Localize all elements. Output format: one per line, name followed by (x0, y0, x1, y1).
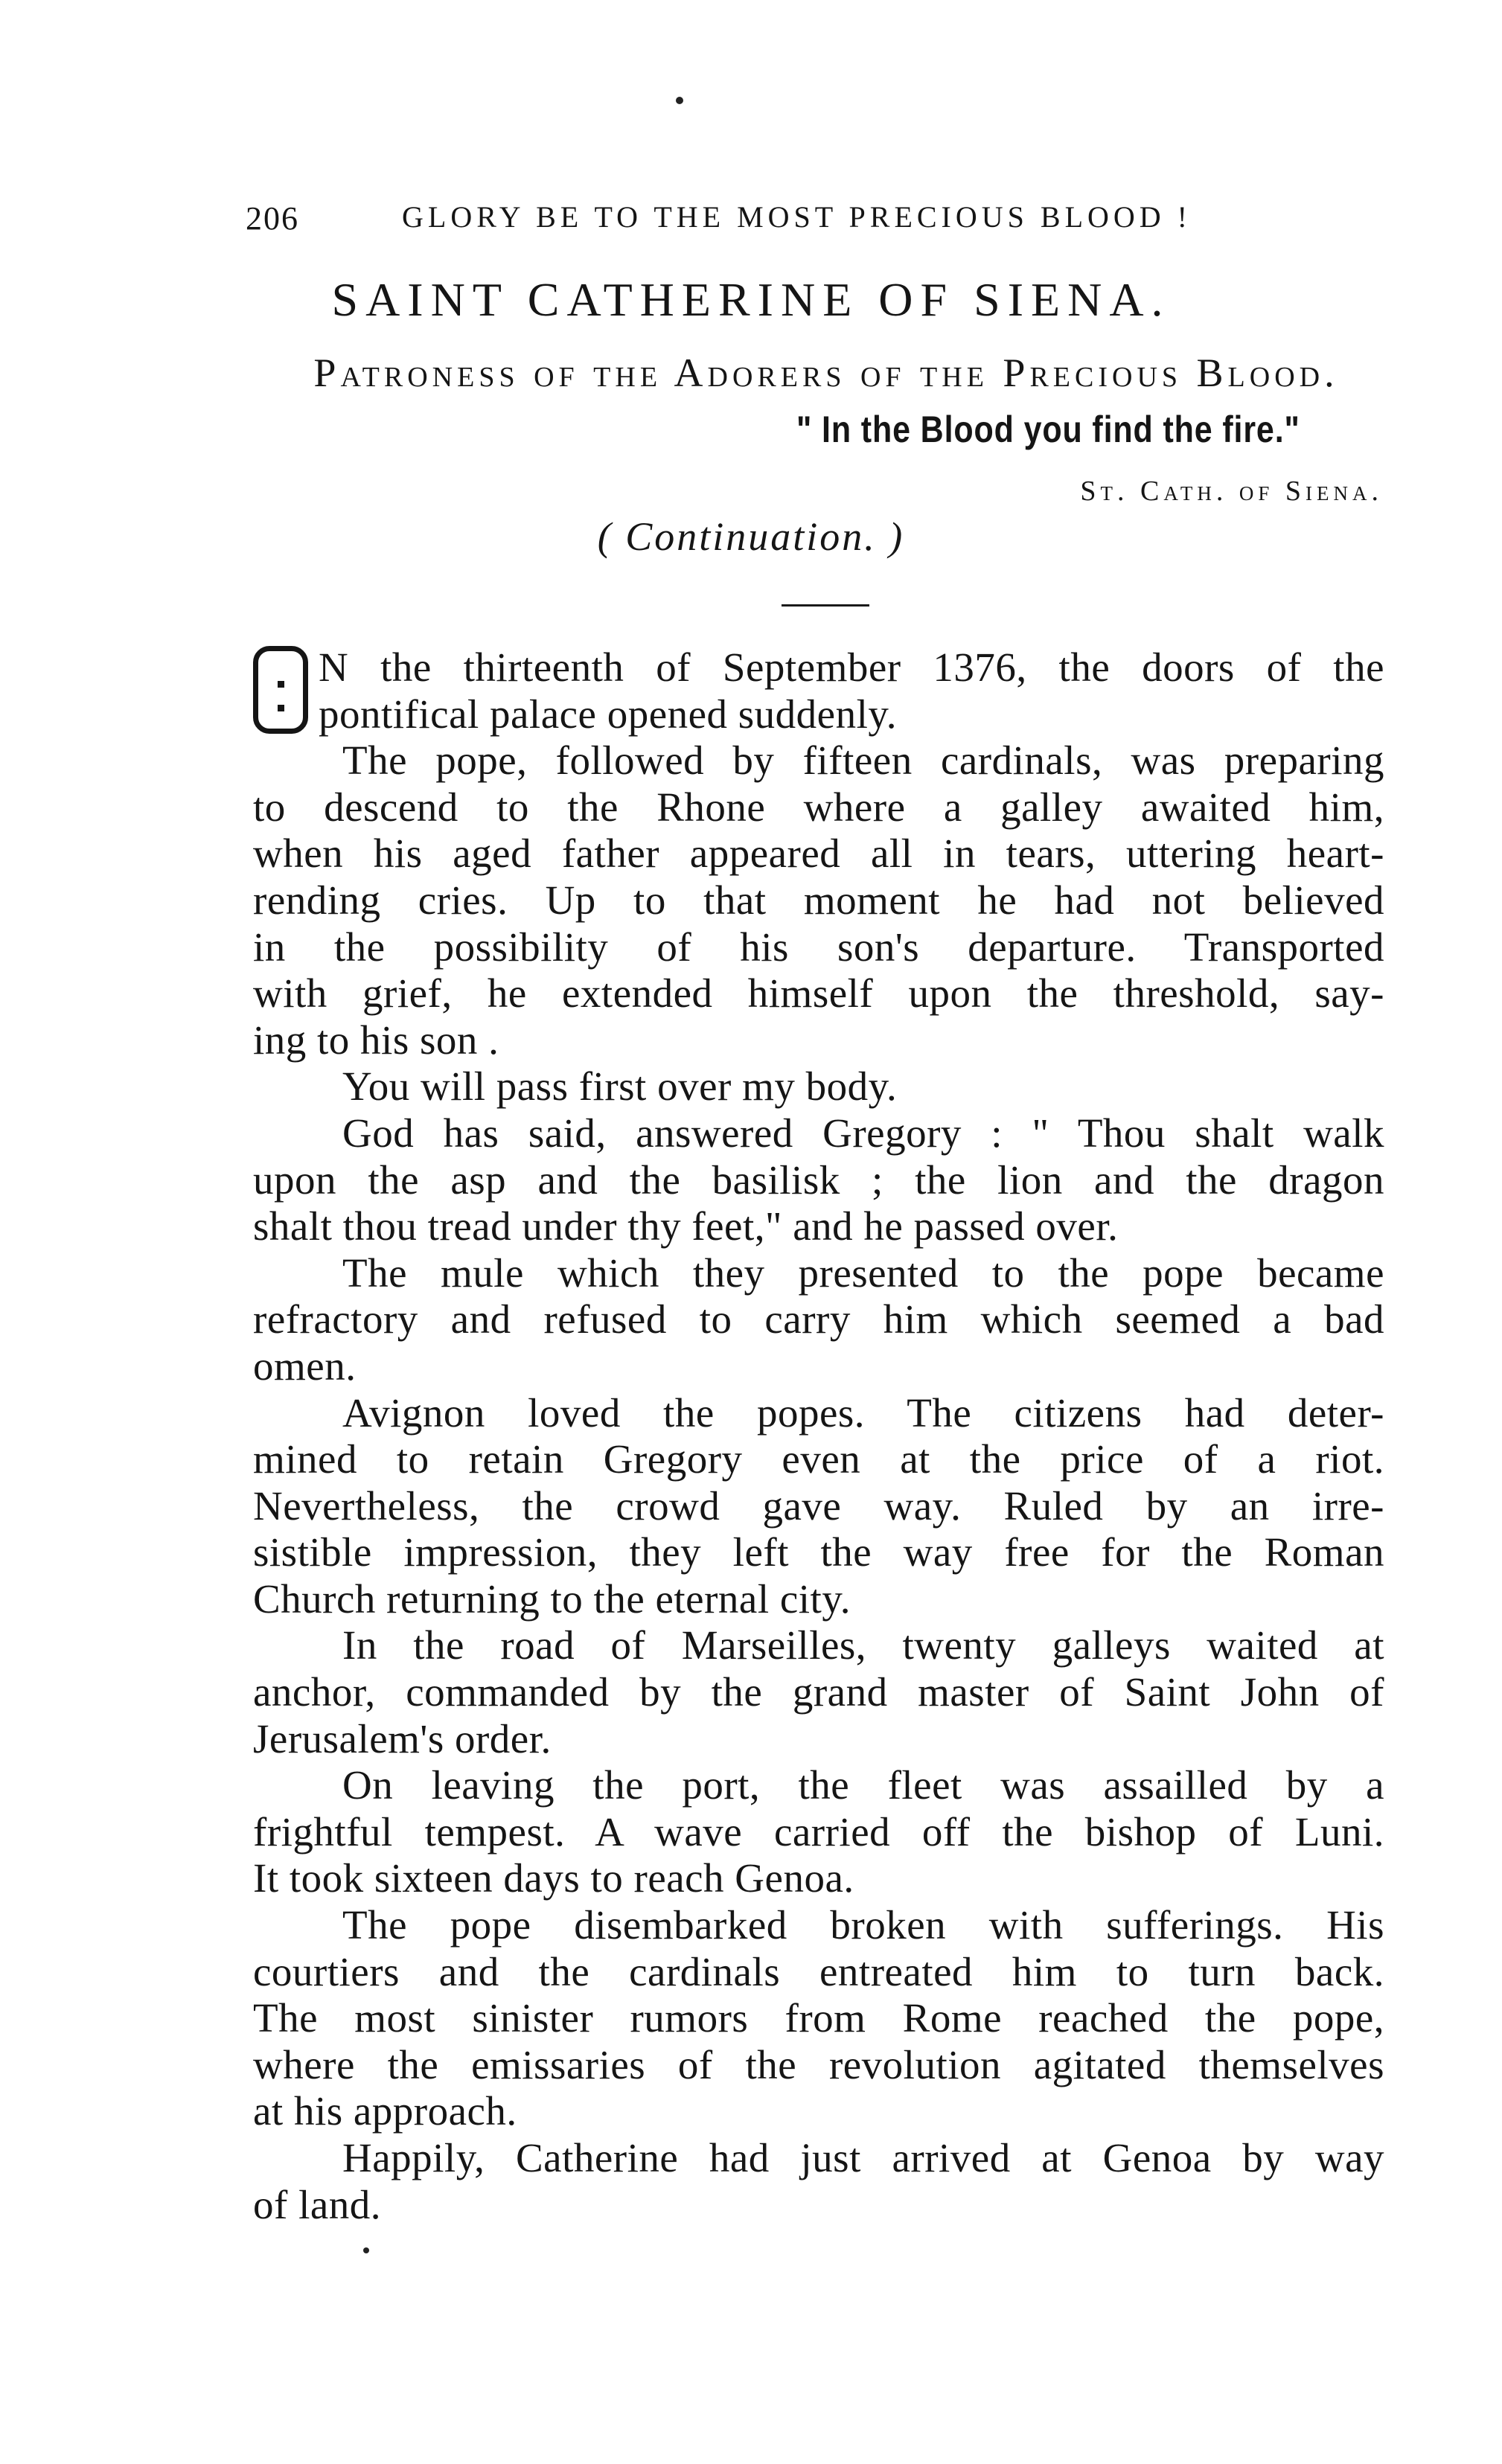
text-line: omen. (253, 1343, 357, 1389)
text-line: Church returning to the eternal city. (253, 1575, 851, 1622)
text-line: The pope disembarked broken with sufferings. His (342, 1902, 1384, 1948)
print-speck (676, 97, 683, 104)
text-line: of land. (253, 2181, 382, 2227)
text-line: where the emissaries of the revolution agitated themselves (253, 2041, 1384, 2087)
text-line: refractory and refused to carry him which seemed a bad (253, 1296, 1384, 1343)
text-line: Happily, Catherine had just arrived at Genoa by way (342, 2135, 1384, 2180)
print-speck (363, 2247, 369, 2253)
text-line: upon the asp and the basilisk ; the lion and the dragon (253, 1156, 1384, 1203)
chapter-subtitle: Patroness of the Adorers of the Precious Blood. (313, 351, 1339, 395)
epigraph-quote: " In the Blood you find the fire." (796, 409, 1300, 450)
continuation-note: ( Continuation. ) (597, 514, 905, 559)
text-line: It took sixteen days to reach Genoa. (253, 1855, 854, 1901)
text-line: The most sinister rumors from Rome reached the pope, (253, 1995, 1384, 2041)
text-line: sistible impression, they left the way free for the Roman (253, 1529, 1384, 1575)
epigraph-attribution: St. Cath. of Siena. (1080, 476, 1383, 507)
text-line: ing to his son . (253, 1017, 499, 1063)
text-line: anchor, commanded by the grand master of Saint John of (253, 1669, 1384, 1715)
text-line: frightful tempest. A wave carried off the bishop of Luni. (253, 1808, 1384, 1855)
text-line: N the thirteenth of September 1376, the doors of the (319, 644, 1384, 690)
chapter-title: SAINT CATHERINE OF SIENA. (331, 273, 1171, 326)
text-line: The mule which they presented to the pope became (342, 1249, 1384, 1296)
text-line: The pope, followed by fifteen cardinals, was preparing (342, 737, 1384, 784)
text-line: to descend to the Rhone where a galley awaited him, (253, 784, 1384, 830)
text-line: mined to retain Gregory even at the price of a riot. (253, 1436, 1384, 1482)
text-line: On leaving the port, the fleet was assailled by a (342, 1762, 1384, 1808)
text-line: God has said, answered Gregory : " Thou shalt walk (342, 1110, 1384, 1156)
text-line: at his approach. (253, 2088, 517, 2134)
text-line: You will pass first over my body. (342, 1063, 898, 1110)
text-line: rending cries. Up to that moment he had not believed (253, 877, 1384, 923)
text-line: Avignon loved the popes. The citizens had deter- (342, 1389, 1384, 1436)
text-line: Jerusalem's order. (253, 1715, 552, 1761)
text-line: In the road of Marseilles, twenty galleys waited at (342, 1622, 1384, 1668)
running-head-title: GLORY BE TO THE MOST PRECIOUS BLOOD ! (402, 200, 1192, 234)
text-line: shalt thou tread under thy feet," and he passed over. (253, 1203, 1119, 1249)
text-line: Nevertheless, the crowd gave way. Ruled by an irre- (253, 1482, 1384, 1529)
page-number: 206 (246, 200, 299, 237)
section-rule (782, 604, 869, 607)
text-line: in the possibility of his son's departure. Transported (253, 924, 1384, 970)
text-line: pontifical palace opened suddenly. (319, 691, 898, 737)
running-head (246, 199, 1258, 244)
body-text (253, 644, 1384, 2228)
text-line: with grief, he extended himself upon the threshold, say- (253, 970, 1384, 1017)
text-line: when his aged father appeared all in tears, uttering heart- (253, 831, 1384, 877)
text-line: courtiers and the cardinals entreated him to turn back. (253, 1948, 1384, 1994)
